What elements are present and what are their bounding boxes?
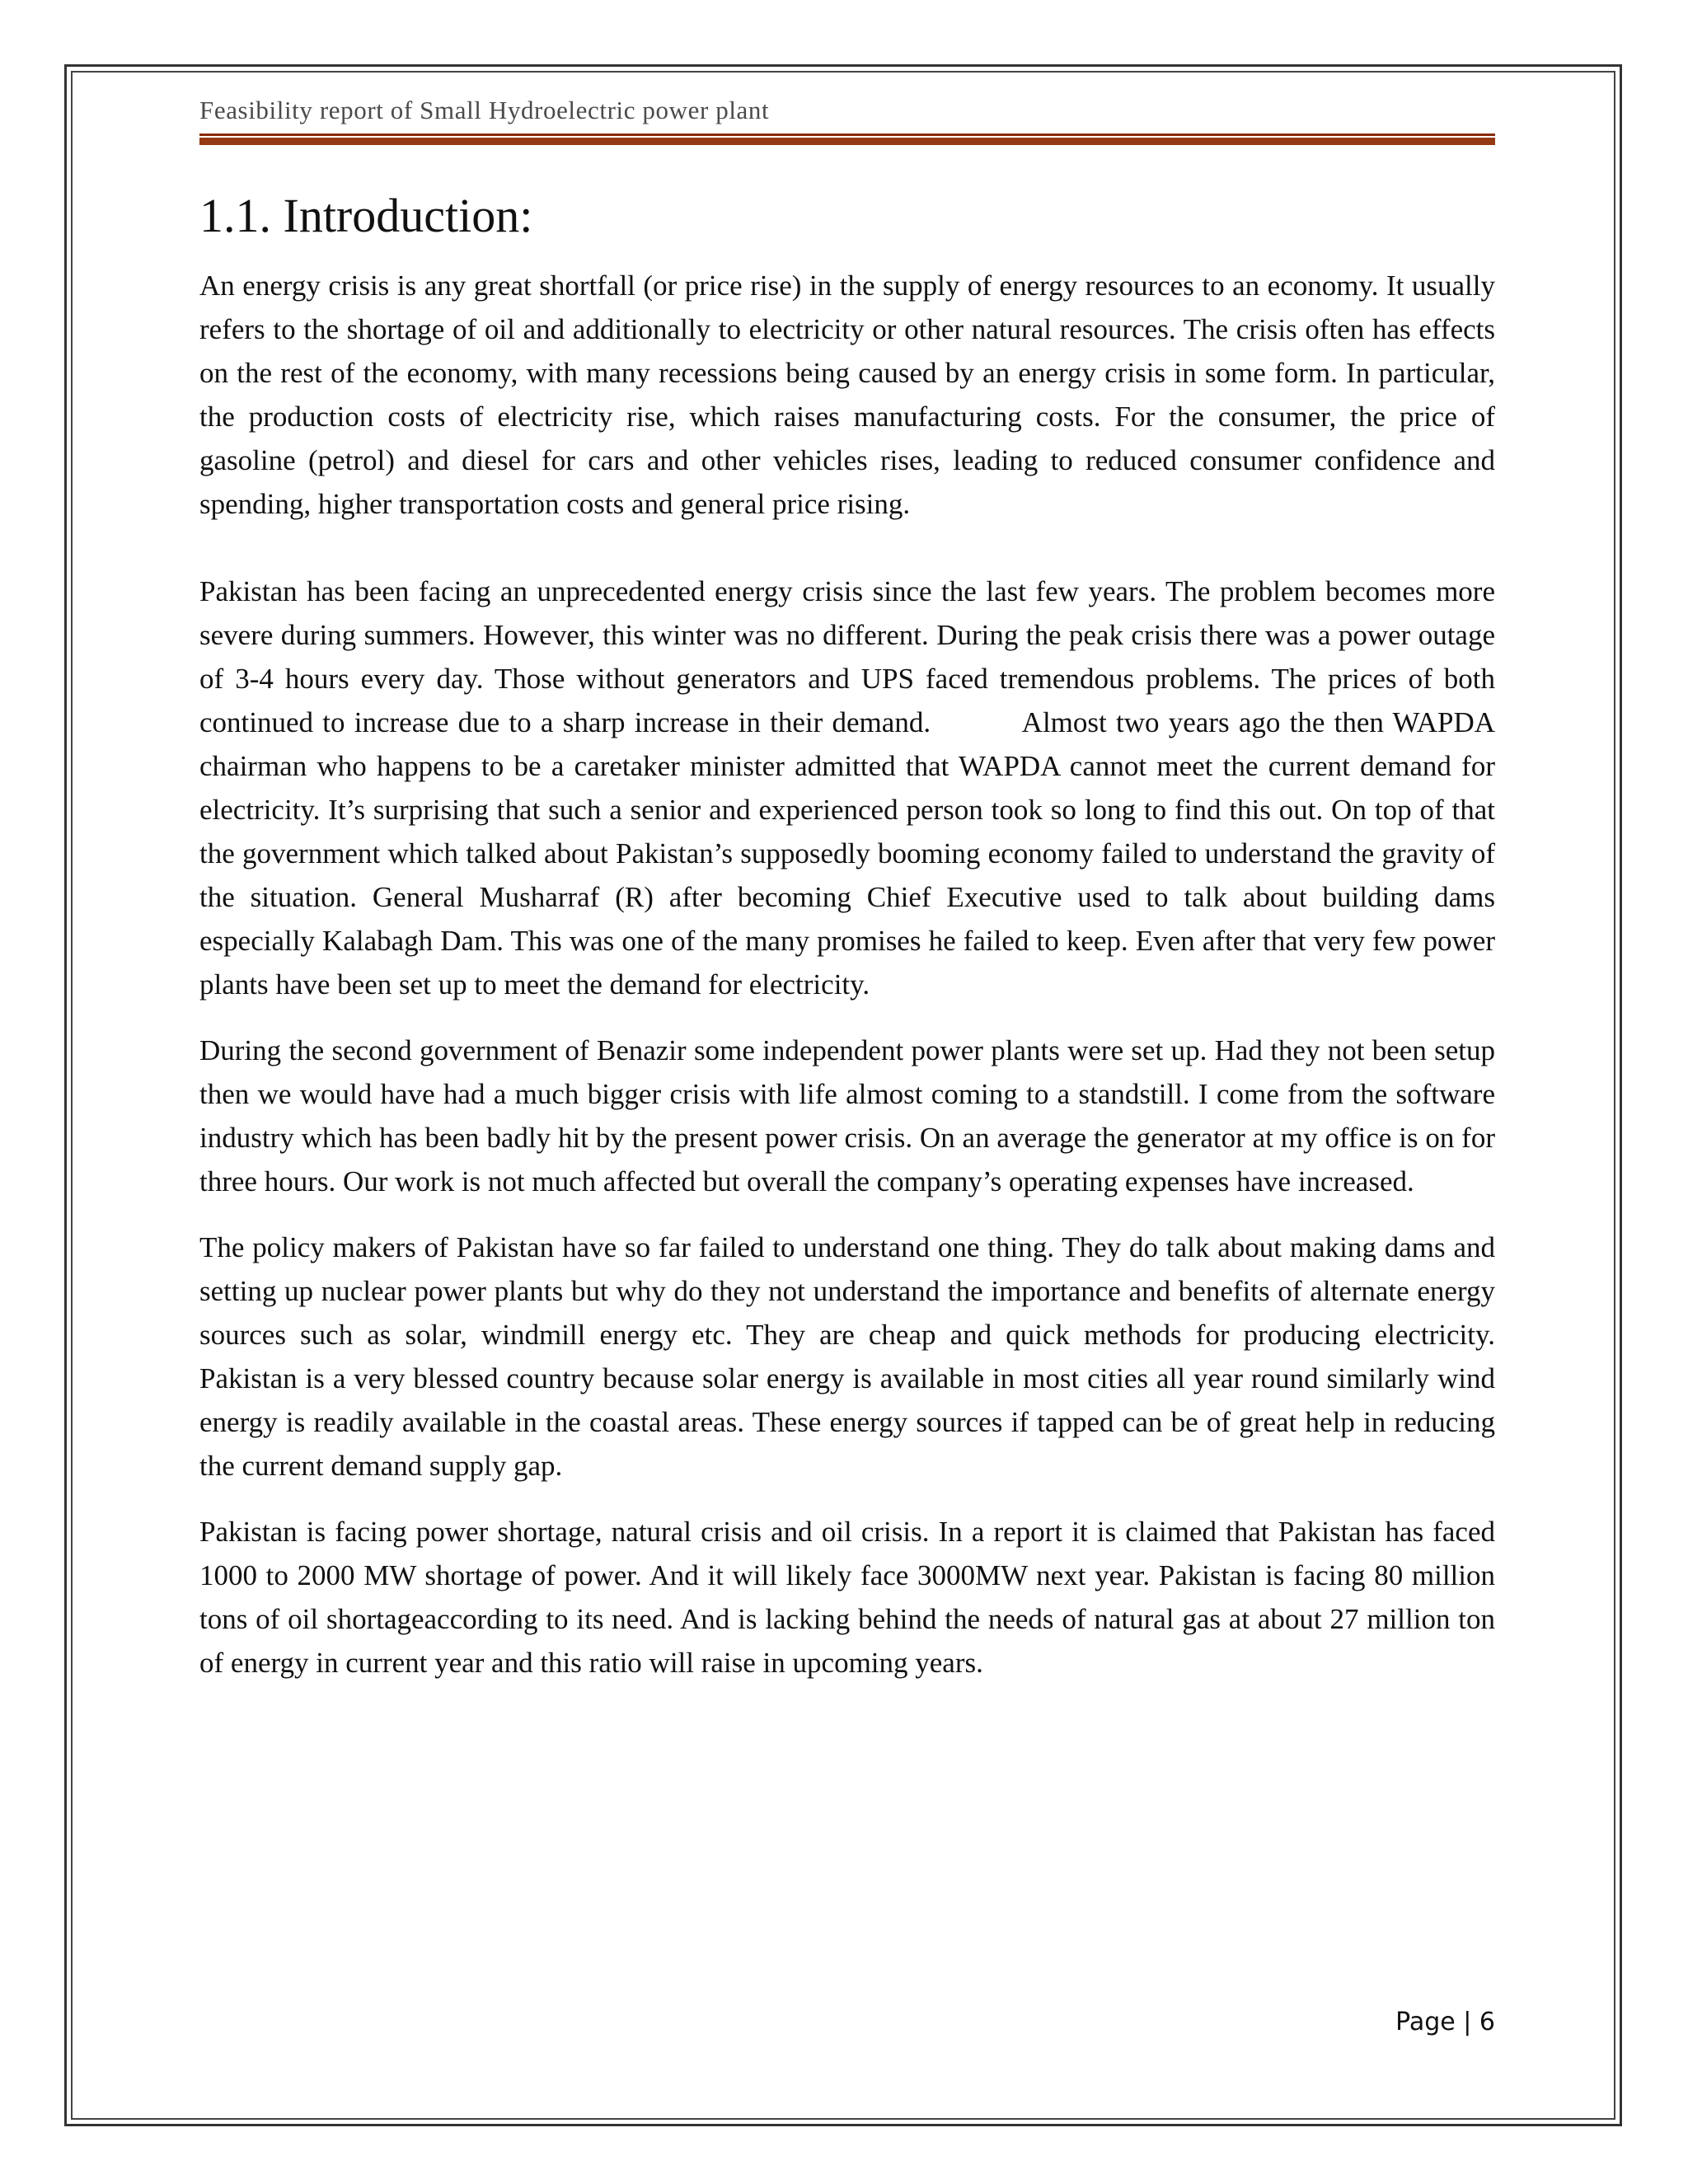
paragraph-alternate-energy: The policy makers of Pakistan have so far failed to understand one thing. They do talk about making dams and setting up nuclear power plants but why do they not understand the importance and benefits of alternate energy sources such as solar, windmill energy etc. They are cheap and quick methods for producing electricity. Pakistan is a very blessed country because solar energy is available in most cities all year round similarly wind energy is readily available in the coastal areas. These energy sources if tapped can be of great help in reducing the current demand supply gap. — [199, 1231, 1495, 1482]
section-heading: 1.1. Introduction: — [199, 189, 533, 242]
paragraph-pakistan-energy-crisis: Pakistan has been facing an unprecedented energy crisis since the last few years. The problem becomes more severe during summers. However, this winter was no different. During the peak crisis there was a power outage of 3-4 hours every day. Those without generators and UPS faced tremendous problems. The prices of both continued to increase due to a sharp increase in their demand. Almost two years ago the then WAPDA chairman who happens to be a caretaker minister admitted that WAPDA cannot meet the current demand for electricity. It’s surprising that such a senior and experienced person took so long to find this out. On top of that the government which talked about Pakistan’s supposedly booming economy failed to understand the gravity of the situation. General Musharraf (R) after becoming Chief Executive used to talk about building dams especially Kalabagh Dam. This was one of the many promises he failed to keep. Even after that very few power plants have been set up to meet the demand for electricity. — [199, 575, 1503, 1001]
page-content — [199, 92, 1503, 1707]
paragraph-energy-crisis-definition: An energy crisis is any great shortfall (or price rise) in the supply of energy resources to an economy. It usually refers to the shortage of oil and additionally to electricity or other natural resources. The crisis often has effects on the rest of the economy, with many recessions being caused by an energy crisis in some form. In particular, the production costs of electricity rise, which raises manufacturing costs. For the consumer, the price of gasoline (petrol) and diesel for cars and other vehicles rises, leading to reduced consumer confidence and spending, higher transportation costs and general price rising. — [199, 269, 1495, 520]
header-rule-thin — [199, 134, 1495, 136]
header-rule-thick — [199, 138, 1495, 145]
paragraph-independent-power-plants: During the second government of Benazir some independent power plants were set up. Had they not been setup then we would have had a much bigger crisis with life almost coming to a standstill. I come from the software industry which has been badly hit by the present power crisis. On an average the generator at my office is on for three hours. Our work is not much affected but overall the company’s operating expenses have increased. — [199, 1034, 1495, 1197]
running-header: Feasibility report of Small Hydroelectric power plant — [199, 96, 770, 124]
page-number: Page | 6 — [1395, 2008, 1495, 2036]
paragraph-shortage-statistics: Pakistan is facing power shortage, natural crisis and oil crisis. In a report it is claimed that Pakistan has faced 1000 to 2000 MW shortage of power. And it will likely face 3000MW next year. Pakistan is facing 80 million tons of oil shortageaccording to its need. And is lacking behind the needs of natural gas at about 27 million ton of energy in current year and this ratio will raise in upcoming years. — [199, 1516, 1495, 1679]
